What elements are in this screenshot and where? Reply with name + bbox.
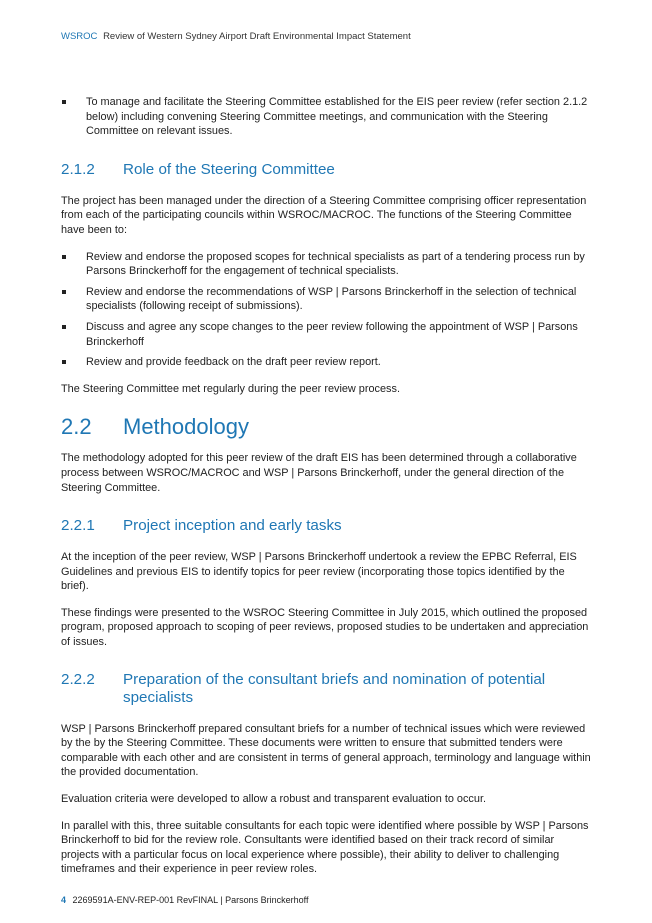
heading-number: 2.2.2 bbox=[61, 670, 95, 688]
paragraph: In parallel with this, three suitable consultants for each topic were identified where possible by WSP | Parsons Brinckerhoff to bid for the review role. Consultants were identified based on their track record of similar projects with a particular focus on local experience where possible), their ability to deliver to challenging timeframes and their experience in peer review roles. bbox=[61, 819, 589, 876]
paragraph: The Steering Committee met regularly during the peer review process. bbox=[61, 382, 400, 395]
intro-bullet: To manage and facilitate the Steering Committee established for the EIS peer review (refer section 2.1.2 below) including convening Steering Committee meetings, and communication with the Steering Committee on relevant issues. bbox=[61, 95, 593, 139]
paragraph: These findings were presented to the WSROC Steering Committee in July 2015, which outlined the proposed program, proposed approach to scoping of peer reviews, proposed studies to be undertaken and appreciation of issues. bbox=[61, 606, 589, 649]
header-org: WSROC bbox=[61, 31, 98, 42]
intro-bullet-list bbox=[61, 95, 593, 139]
paragraph: Evaluation criteria were developed to allow a robust and transparent evaluation to occur. bbox=[61, 793, 486, 806]
heading-2-1-2 bbox=[61, 161, 593, 179]
heading-title: Project inception and early tasks bbox=[123, 517, 342, 535]
paragraph: The methodology adopted for this peer review of the draft EIS has been determined through a collaborative process between WSROC/MACROC and WSP | Parsons Brinckerhoff, under the general direction of the Steering Committee. bbox=[61, 452, 577, 494]
document-body bbox=[61, 95, 593, 877]
page-header bbox=[61, 31, 411, 42]
heading-2-2 bbox=[61, 414, 593, 440]
paragraph: The project has been managed under the direction of a Steering Committee comprising officer representation from each of the participating councils within WSROC/MACROC. The functions of the Steering Committee have been to: bbox=[61, 194, 587, 236]
page-number: 4 bbox=[61, 895, 67, 905]
list-item: Review and endorse the recommendations of WSP | Parsons Brinckerhoff in the selection of technical specialists (following receipt of submissions). bbox=[61, 285, 593, 314]
heading-number: 2.1.2 bbox=[61, 160, 95, 178]
list-item: Discuss and agree any scope changes to the peer review following the appointment of WSP | Parsons Brinckerhoff bbox=[61, 320, 593, 349]
page-footer bbox=[61, 895, 308, 905]
heading-title: Role of the Steering Committee bbox=[123, 160, 335, 178]
heading-title: Methodology bbox=[123, 414, 249, 440]
heading-2-2-1 bbox=[61, 517, 593, 535]
list-item: Review and endorse the proposed scopes for technical specialists as part of a tendering process run by Parsons Brinckerhoff for the engagement of technical specialists. bbox=[61, 250, 593, 279]
heading-number: 2.2 bbox=[61, 414, 92, 440]
paragraph: WSP | Parsons Brinckerhoff prepared consultant briefs for a number of technical issues which were reviewed by the by the Steering Committee. These documents were written to ensure that submitted tenders were comparable with each other and are consistent in terms of general approach, terminology and language within the provided documentation. bbox=[61, 722, 591, 779]
steering-functions-list bbox=[61, 250, 593, 370]
heading-title: Preparation of the consultant briefs and nomination of potential specialists bbox=[123, 670, 546, 706]
list-item: Review and provide feedback on the draft peer review report. bbox=[61, 355, 593, 370]
header-title: Review of Western Sydney Airport Draft Environmental Impact Statement bbox=[103, 31, 411, 42]
heading-number: 2.2.1 bbox=[61, 517, 95, 535]
paragraph: At the inception of the peer review, WSP | Parsons Brinckerhoff undertook a review the EPBC Referral, EIS Guidelines and previous EIS to identify topics for peer review (incorporating those topics identified by the brief). bbox=[61, 551, 577, 593]
footer-doc-ref: 2269591A-ENV-REP-001 RevFINAL | Parsons Brinckerhoff bbox=[72, 895, 309, 905]
heading-2-2-2 bbox=[61, 671, 593, 707]
